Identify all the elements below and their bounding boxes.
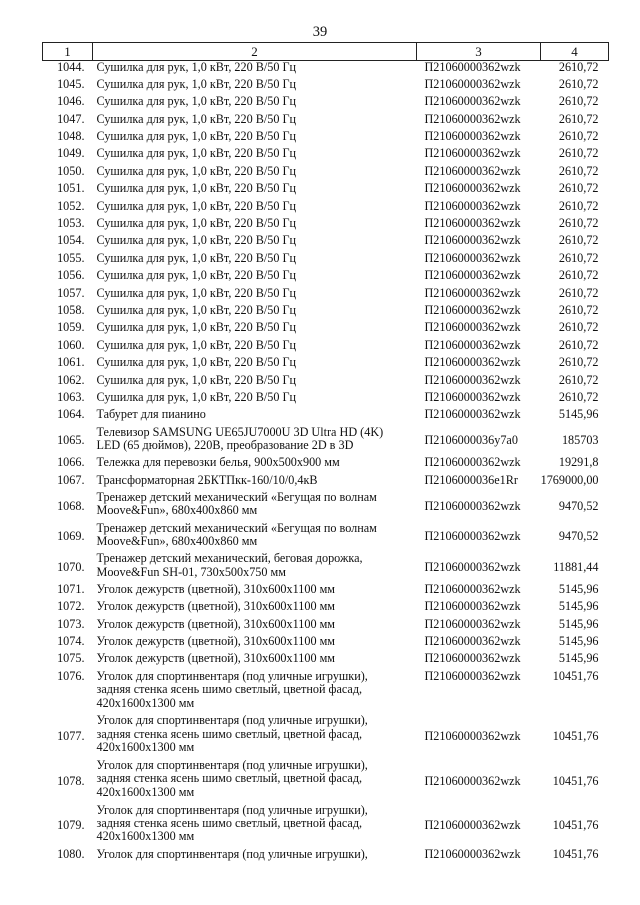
inventory-code: П21060000362wzk <box>424 268 521 283</box>
table-row <box>43 635 609 652</box>
item-name-line: Табурет для пианино <box>96 407 206 422</box>
row-number: 1065. <box>57 433 85 448</box>
item-name-line: Уголок для спортинвентаря (под уличные игрушки), <box>96 668 368 683</box>
inventory-code: П21060000362wzk <box>424 337 521 352</box>
table-row <box>43 200 609 217</box>
item-value: 2610,72 <box>558 94 599 109</box>
item-value: 2610,72 <box>558 111 599 126</box>
item-name <box>93 61 417 78</box>
inventory-code: П21060000362wzk <box>424 216 521 231</box>
row-number: 1066. <box>57 455 85 470</box>
inventory-code: П21060000362wzk <box>424 163 521 178</box>
table-row <box>43 426 609 457</box>
table-row <box>43 804 609 849</box>
item-name <box>93 635 417 652</box>
item-name-line: задняя стенка ясень шимо светлый, цветной фасад, <box>96 726 363 741</box>
row-number: 1047. <box>57 111 85 126</box>
item-name <box>93 165 417 182</box>
inventory-code: П21060000362wzk <box>424 76 521 91</box>
item-value: 2610,72 <box>558 320 599 335</box>
item-name <box>93 600 417 617</box>
inventory-code: П21060000362wzk <box>424 355 521 370</box>
item-name <box>93 552 417 583</box>
inventory-code: П21060000362wzk <box>424 129 521 144</box>
item-value: 10451,76 <box>552 818 599 833</box>
row-number: 1077. <box>57 729 85 743</box>
item-value: 2610,72 <box>558 60 599 74</box>
row-number: 1069. <box>57 529 85 544</box>
item-value: 5145,96 <box>558 581 599 596</box>
item-name-line: Уголок для спортинвентаря (под уличные игрушки), <box>96 713 368 728</box>
item-name <box>93 618 417 635</box>
inventory-code: П21060000362wzk <box>424 818 521 833</box>
item-name-line: Сушилка для рук, 1,0 кВт, 220 В/50 Гц <box>96 146 297 161</box>
row-number: 1052. <box>57 198 85 213</box>
item-name-line: Сушилка для рук, 1,0 кВт, 220 В/50 Гц <box>96 181 297 196</box>
item-name-line: Moove&Fun», 680х400х860 мм <box>96 503 258 518</box>
item-name-line: Сушилка для рук, 1,0 кВт, 220 В/50 Гц <box>96 355 297 370</box>
item-value: 5145,96 <box>558 599 599 614</box>
item-value: 5145,96 <box>558 407 599 422</box>
table-row <box>43 356 609 373</box>
item-name-line: задняя стенка ясень шимо светлый, цветной фасад, <box>96 771 363 786</box>
inventory-code: П21060000362wzk <box>424 581 521 596</box>
item-name <box>93 426 417 457</box>
inventory-code: П21060000362wzk <box>424 233 521 248</box>
table-body <box>43 61 609 866</box>
row-number: 1062. <box>57 372 85 387</box>
item-value: 9470,52 <box>558 529 599 544</box>
item-name <box>93 670 417 715</box>
item-name-line: Уголок дежурств (цветной), 310х600х1100 мм <box>96 634 336 649</box>
table-row <box>43 474 609 491</box>
inventory-code: П21060000362wzk <box>424 668 521 683</box>
item-name <box>93 408 417 425</box>
table-row <box>43 618 609 635</box>
table-row <box>43 408 609 425</box>
item-value: 2610,72 <box>558 233 599 248</box>
item-name-line: Уголок дежурств (цветной), 310х600х1100 мм <box>96 581 336 596</box>
item-name <box>93 374 417 391</box>
item-name-line: 420х1600х1300 мм <box>96 695 195 710</box>
table-row <box>43 287 609 304</box>
inventory-code: П21060000362wzk <box>424 60 521 74</box>
item-name-line: Тренажер детский механический «Бегущая по волнам <box>96 520 377 535</box>
row-number: 1053. <box>57 216 85 231</box>
table-header <box>43 43 609 61</box>
row-number: 1046. <box>57 94 85 109</box>
inventory-code: П21060000362wzk <box>424 111 521 126</box>
table-row <box>43 165 609 182</box>
item-name-line: Сушилка для рук, 1,0 кВт, 220 В/50 Гц <box>96 233 297 248</box>
item-name <box>93 321 417 338</box>
item-name-line: Трансформаторная 2БКТПкк-160/10/0,4кВ <box>96 472 318 487</box>
item-value: 2610,72 <box>558 268 599 283</box>
header-col-2: 2 <box>93 43 417 61</box>
item-name-line: Сушилка для рук, 1,0 кВт, 220 В/50 Гц <box>96 337 297 352</box>
table-row <box>43 321 609 338</box>
item-name <box>93 339 417 356</box>
item-name <box>93 759 417 804</box>
item-name <box>93 130 417 147</box>
row-number: 1044. <box>57 60 85 74</box>
item-name <box>93 113 417 130</box>
item-name-line: Moove&Fun», 680х400х860 мм <box>96 534 258 549</box>
table-row <box>43 130 609 147</box>
item-value: 2610,72 <box>558 163 599 178</box>
table-row <box>43 670 609 715</box>
item-value: 2610,72 <box>558 76 599 91</box>
item-value: 2610,72 <box>558 389 599 404</box>
inventory-code: П2106000036е1Rr <box>424 472 518 487</box>
item-value: 2610,72 <box>558 250 599 265</box>
item-name <box>93 583 417 600</box>
item-value: 19291,8 <box>558 455 599 470</box>
item-name <box>93 182 417 199</box>
table-row <box>43 600 609 617</box>
page-number: 39 <box>312 24 328 40</box>
item-name <box>93 356 417 373</box>
table-row <box>43 78 609 95</box>
item-name-line: Тренажер детский механический, беговая дорожка, <box>96 551 363 566</box>
inventory-code: П21060000362wzk <box>424 198 521 213</box>
item-name-line: Сушилка для рук, 1,0 кВт, 220 В/50 Гц <box>96 372 297 387</box>
inventory-code: П21060000362wzk <box>424 559 521 574</box>
inventory-code: П21060000362wzk <box>424 372 521 387</box>
item-value: 185703 <box>561 433 599 448</box>
item-name-line: Тренажер детский механический «Бегущая по волнам <box>96 490 377 505</box>
item-name-line: Сушилка для рук, 1,0 кВт, 220 В/50 Гц <box>96 60 297 74</box>
header-col-1: 1 <box>43 43 93 61</box>
item-name <box>93 234 417 251</box>
row-number: 1076. <box>57 668 85 683</box>
row-number: 1051. <box>57 181 85 196</box>
row-number: 1050. <box>57 163 85 178</box>
table-row <box>43 339 609 356</box>
item-name <box>93 200 417 217</box>
item-name-line: Сушилка для рук, 1,0 кВт, 220 В/50 Гц <box>96 320 297 335</box>
item-value: 5145,96 <box>558 616 599 631</box>
item-value: 2610,72 <box>558 198 599 213</box>
item-name <box>93 304 417 321</box>
table-row <box>43 61 609 78</box>
item-name-line: Сушилка для рук, 1,0 кВт, 220 В/50 Гц <box>96 76 297 91</box>
table-row <box>43 552 609 583</box>
item-value: 10451,76 <box>552 729 599 743</box>
inventory-code: П21060000362wzk <box>424 94 521 109</box>
table-row <box>43 374 609 391</box>
item-value: 2610,72 <box>558 129 599 144</box>
row-number: 1055. <box>57 250 85 265</box>
row-number: 1072. <box>57 599 85 614</box>
row-number: 1067. <box>57 472 85 487</box>
inventory-code: П21060000362wzk <box>424 250 521 265</box>
row-number: 1078. <box>57 773 85 788</box>
item-name-line: Уголок дежурств (цветной), 310х600х1100 мм <box>96 616 336 631</box>
item-value: 2610,72 <box>558 285 599 300</box>
inventory-code: П21060000362wzk <box>424 498 521 513</box>
row-number: 1080. <box>57 847 85 862</box>
row-number: 1048. <box>57 129 85 144</box>
inventory-code: П21060000362wzk <box>424 599 521 614</box>
table-row <box>43 234 609 251</box>
inventory-code: П21060000362wzk <box>424 320 521 335</box>
item-name <box>93 95 417 112</box>
item-value: 1769000,00 <box>540 472 599 487</box>
inventory-table <box>42 42 609 866</box>
row-number: 1074. <box>57 634 85 649</box>
inventory-code: П21060000362wzk <box>424 729 521 743</box>
row-number: 1070. <box>57 559 85 574</box>
inventory-code: П21060000362wzk <box>424 285 521 300</box>
item-name-line: Телевизор SAMSUNG UE65JU7000U 3D Ultra HD (4K) <box>96 424 384 439</box>
item-name <box>93 252 417 269</box>
row-number: 1071. <box>57 581 85 596</box>
item-name-line: Уголок для спортинвентаря (под уличные игрушки), <box>96 847 368 862</box>
row-number: 1045. <box>57 76 85 91</box>
item-name-line: 420х1600х1300 мм <box>96 784 195 799</box>
item-name-line: Moove&Fun SH-01, 730х500х750 мм <box>96 564 286 579</box>
item-value: 5145,96 <box>558 651 599 666</box>
inventory-code: П21060000362wzk <box>424 529 521 544</box>
inventory-code: П21060000362wzk <box>424 302 521 317</box>
row-number: 1049. <box>57 146 85 161</box>
table-row <box>43 522 609 553</box>
table-row <box>43 217 609 234</box>
inventory-code: П21060000362wzk <box>424 651 521 666</box>
item-name <box>93 652 417 669</box>
table-row <box>43 147 609 164</box>
row-number: 1054. <box>57 233 85 248</box>
table-row <box>43 304 609 321</box>
item-value: 2610,72 <box>558 146 599 161</box>
item-name-line: Сушилка для рук, 1,0 кВт, 220 В/50 Гц <box>96 285 297 300</box>
inventory-code: П21060000362wzk <box>424 455 521 470</box>
item-name-line: Сушилка для рук, 1,0 кВт, 220 В/50 Гц <box>96 216 297 231</box>
inventory-code: П21060000362wzk <box>424 181 521 196</box>
item-name <box>93 287 417 304</box>
item-name <box>93 269 417 286</box>
item-name-line: LED (65 дюймов), 220В, преобразование 2D в 3D <box>96 438 354 453</box>
item-value: 2610,72 <box>558 355 599 370</box>
inventory-code: П21060000362wzk <box>424 389 521 404</box>
item-value: 10451,76 <box>552 847 599 862</box>
item-value: 10451,76 <box>552 668 599 683</box>
table-row <box>43 759 609 804</box>
item-name-line: Сушилка для рук, 1,0 кВт, 220 В/50 Гц <box>96 268 297 283</box>
item-name-line: Уголок дежурств (цветной), 310х600х1100 мм <box>96 651 336 666</box>
item-name-line: Сушилка для рук, 1,0 кВт, 220 В/50 Гц <box>96 94 297 109</box>
table-row <box>43 182 609 199</box>
item-name <box>93 522 417 553</box>
item-name-line: Тележка для перевозки белья, 900х500х900 мм <box>96 455 340 470</box>
table-row <box>43 95 609 112</box>
item-value: 5145,96 <box>558 634 599 649</box>
item-name <box>93 391 417 408</box>
item-name-line: Сушилка для рук, 1,0 кВт, 220 В/50 Гц <box>96 302 297 317</box>
item-name-line: Сушилка для рук, 1,0 кВт, 220 В/50 Гц <box>96 250 297 265</box>
row-number: 1064. <box>57 407 85 422</box>
row-number: 1079. <box>57 818 85 833</box>
item-name-line: Сушилка для рук, 1,0 кВт, 220 В/50 Гц <box>96 163 297 178</box>
item-name <box>93 714 417 759</box>
table-row <box>43 652 609 669</box>
inventory-code: П21060000362wzk <box>424 847 521 862</box>
item-name-line: Уголок дежурств (цветной), 310х600х1100 мм <box>96 599 336 614</box>
item-name-line: Сушилка для рук, 1,0 кВт, 220 В/50 Гц <box>96 198 297 213</box>
table-row <box>43 848 609 865</box>
item-name <box>93 78 417 95</box>
item-name-line: Сушилка для рук, 1,0 кВт, 220 В/50 Гц <box>96 129 297 144</box>
item-name <box>93 456 417 473</box>
row-number: 1059. <box>57 320 85 335</box>
item-name-line: задняя стенка ясень шимо светлый, цветной фасад, <box>96 816 363 830</box>
item-value: 2610,72 <box>558 181 599 196</box>
item-name-line: Сушилка для рук, 1,0 кВт, 220 В/50 Гц <box>96 111 297 126</box>
item-value: 2610,72 <box>558 302 599 317</box>
item-name-line: Уголок для спортинвентаря (под уличные игрушки), <box>96 802 368 817</box>
item-name <box>93 848 417 865</box>
item-value: 2610,72 <box>558 337 599 352</box>
inventory-code: П21060000362wzk <box>424 407 521 422</box>
table-row <box>43 583 609 600</box>
item-value: 2610,72 <box>558 372 599 387</box>
inventory-code: П21060000362wzk <box>424 773 521 788</box>
header-col-3: 3 <box>417 43 541 61</box>
item-value: 2610,72 <box>558 216 599 231</box>
table-row <box>43 714 609 759</box>
row-number: 1063. <box>57 389 85 404</box>
inventory-code: П21060000362wzk <box>424 634 521 649</box>
item-name <box>93 474 417 491</box>
item-name-line: задняя стенка ясень шимо светлый, цветной фасад, <box>96 682 363 697</box>
table-row <box>43 252 609 269</box>
row-number: 1060. <box>57 337 85 352</box>
row-number: 1058. <box>57 302 85 317</box>
row-number: 1068. <box>57 498 85 513</box>
table-row <box>43 269 609 286</box>
item-name <box>93 217 417 234</box>
inventory-code: П21060000362wzk <box>424 146 521 161</box>
item-name <box>93 804 417 849</box>
item-value: 10451,76 <box>552 773 599 788</box>
inventory-code: П21060000362wzk <box>424 616 521 631</box>
item-name-line: Сушилка для рук, 1,0 кВт, 220 В/50 Гц <box>96 389 297 404</box>
header-col-4: 4 <box>541 43 609 61</box>
table-row <box>43 491 609 522</box>
item-name <box>93 147 417 164</box>
row-number: 1075. <box>57 651 85 666</box>
item-name-line: Уголок для спортинвентаря (под уличные игрушки), <box>96 758 368 772</box>
inventory-code: П2106000036у7а0 <box>424 433 518 448</box>
row-number: 1056. <box>57 268 85 283</box>
table-row <box>43 391 609 408</box>
row-number: 1073. <box>57 616 85 631</box>
table-row <box>43 456 609 473</box>
row-number: 1061. <box>57 355 85 370</box>
table-row <box>43 113 609 130</box>
item-name-line: 420х1600х1300 мм <box>96 829 195 844</box>
item-value: 11881,44 <box>553 559 599 574</box>
item-value: 9470,52 <box>558 498 599 513</box>
item-name-line: 420х1600х1300 мм <box>96 740 195 755</box>
item-name <box>93 491 417 522</box>
row-number: 1057. <box>57 285 85 300</box>
